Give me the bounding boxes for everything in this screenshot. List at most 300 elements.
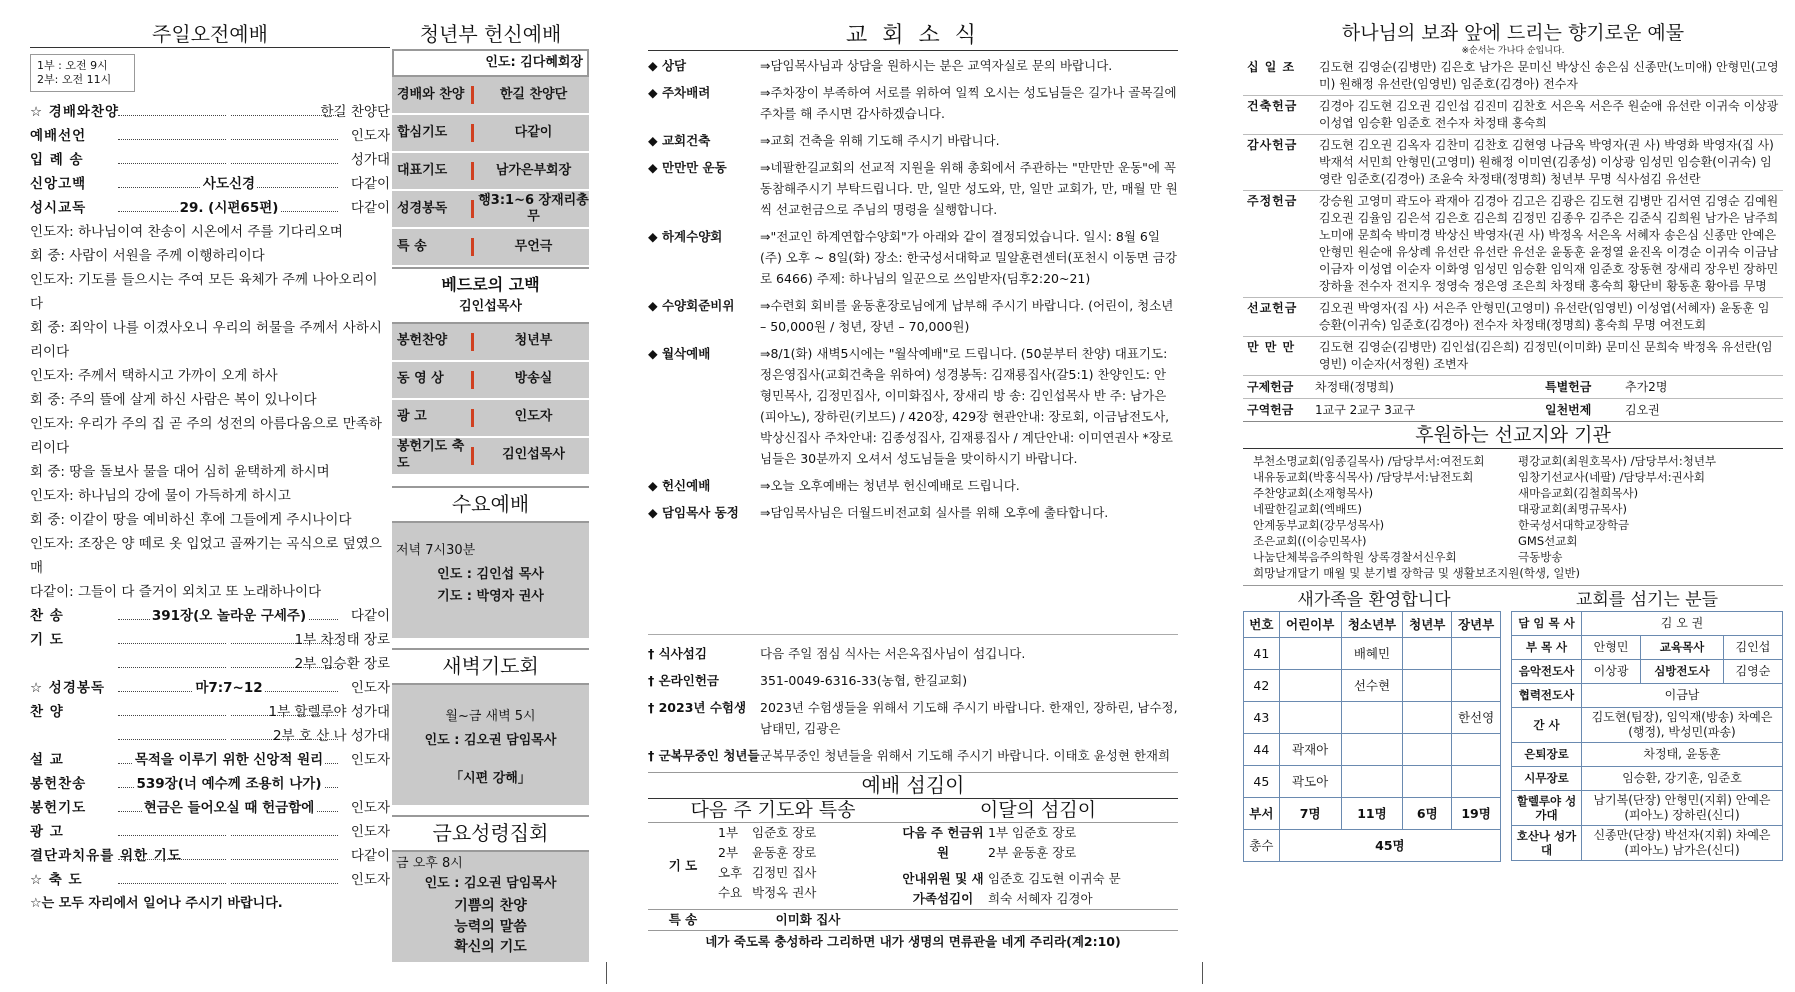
order-right: 인도자 xyxy=(350,871,390,888)
servants-row xyxy=(1512,612,1783,636)
servants-name: 김 오 권 xyxy=(1582,612,1783,636)
newcomers-cell xyxy=(1403,734,1452,766)
order-middle-text xyxy=(227,824,231,840)
servants-row xyxy=(1512,660,1783,684)
order-middle xyxy=(118,748,340,772)
worship-title: 주일오전예배 xyxy=(30,22,390,48)
news-item-label: ◆ 상담 xyxy=(648,57,687,73)
news-item xyxy=(648,475,1178,496)
youth-row-label: 경배와 찬양 xyxy=(397,87,465,103)
newcomers-cell xyxy=(1452,638,1501,670)
district-label: 구역헌금 xyxy=(1247,403,1294,417)
youth-row-value: 행3:1~6 장재리총무 xyxy=(478,193,589,225)
order-right: 인도자 xyxy=(350,751,390,768)
servants-name: 남기복(단장) 안형민(지휘) 안예은(피아노) 장하린(신디) xyxy=(1582,791,1783,826)
youth-row xyxy=(392,115,589,153)
relief-names: 차정태(정명희) xyxy=(1315,380,1394,394)
newcomers-cell xyxy=(1403,638,1452,670)
guide-label: 안내위원 및 새가족섬김이 xyxy=(902,871,984,907)
offering-row xyxy=(1243,57,1783,96)
prayer-3-name: 김정민 집사 xyxy=(752,865,817,881)
order-row xyxy=(30,748,390,772)
order-right: 인도자 xyxy=(350,799,390,816)
servants-role: 협력전도사 xyxy=(1512,684,1582,708)
servants-row xyxy=(1512,743,1783,767)
serve-title: 예배 섬김이 xyxy=(648,772,1178,799)
order-middle xyxy=(118,796,340,820)
offering-note: ※순서는 가나다 순입니다. xyxy=(1461,45,1565,56)
youth-row-value: 한길 찬양단 xyxy=(499,87,568,103)
order-right: 다같이 xyxy=(350,199,390,216)
newcomers-cell xyxy=(1403,766,1452,798)
news-item-text: ⇒교회 건축을 위해 기도해 주시기 바랍니다. xyxy=(760,132,1000,148)
church-news-panel xyxy=(648,22,1178,962)
responsive-line: 인도자: 하나님이여 찬송이 시온에서 주를 기다리오며 xyxy=(30,223,343,240)
newcomers-cell xyxy=(1403,702,1452,734)
order-middle-text xyxy=(227,728,231,744)
order-middle-text: 539장(너 예수께 조용히 나가) xyxy=(136,775,322,792)
order-label: 성시교독 xyxy=(30,199,87,216)
youth-row-label: 특 송 xyxy=(397,239,427,255)
order-label: 봉헌기도 xyxy=(30,799,87,816)
order-label: 설 교 xyxy=(30,751,64,768)
order-middle xyxy=(118,196,340,220)
servants-row xyxy=(1512,791,1783,826)
servants-name: 신종만(단장) 박선자(지휘) 차예은(피아노) 남가은(신디) xyxy=(1582,826,1783,861)
news-item-text: ⇒오늘 오후예배는 청년부 헌신예배로 드립니다. xyxy=(760,477,1020,493)
servants-role: 부 목 사 xyxy=(1512,636,1582,660)
order-middle-text: 29. (시편65편) xyxy=(179,199,279,216)
servants-name: 김영순 xyxy=(1723,660,1782,684)
offering-names: 김오권 박영자(집 사) 서은주 안형민(고영미) 유선란(임영빈) 이성엽(서혜자) 윤동훈 임승환(이귀숙) 임준호(김경아) 전수자 차정태(정명희) 홍숙희 무명 여전도회 xyxy=(1315,298,1783,337)
prayer-1-name: 임준호 장로 xyxy=(752,825,817,841)
news-item xyxy=(648,157,1178,220)
fold-mark xyxy=(1202,962,1203,984)
order-right: 1부 차정태 장로 xyxy=(294,631,390,648)
order-label: 광 고 xyxy=(30,823,64,840)
youth-row-divider xyxy=(471,371,474,389)
news-item-text: ⇒"전교인 하계연합수양회"가 아래와 같이 결정되었습니다. 일시: 8월 6일(주) 오후 ~ 8일(화) 장소: 한국성서대학교 밀알훈련센터(포천시 이동면 금강로 6466) 주제: 하나님의 일꾼으로 쓰임받자(딤후2:20~21) xyxy=(760,228,1177,286)
servants-name: 김도현(팀장), 임익재(방송) 차예은(행정), 박성민(파송) xyxy=(1582,708,1783,743)
news-item-label: † 2023년 수험생 xyxy=(648,699,747,715)
offering-type: 십 일 조 xyxy=(1243,57,1315,96)
order-right: 성가대 xyxy=(350,151,390,168)
order-middle-text xyxy=(227,104,231,120)
servants-row xyxy=(1512,826,1783,861)
mission-item: 네팔한길교회(엑배뜨) xyxy=(1253,501,1362,516)
newcomers-dept-row xyxy=(1244,798,1501,830)
order-right: 한길 찬양단 xyxy=(320,103,390,120)
newcomers-row xyxy=(1244,734,1501,766)
servants-role: 호산나 성가대 xyxy=(1512,826,1582,861)
mission-item: 한국성서대학교장학금 xyxy=(1518,517,1630,532)
newcomers-cell: 한선영 xyxy=(1452,702,1501,734)
servants-role: 할렐루야 성가대 xyxy=(1512,791,1582,826)
order-label: ☆ 경배와찬양 xyxy=(30,103,120,120)
responsive-line: 인도자: 기도를 들으시는 주여 모든 육체가 주께 나아오리이다 xyxy=(30,271,378,312)
special-offering-value: 추가2명 xyxy=(1625,380,1668,394)
order-middle-text xyxy=(227,656,231,672)
responsive-line: 다같이: 그들이 다 즐거이 외치고 또 노래하나이다 xyxy=(30,583,322,600)
service-times xyxy=(30,54,135,92)
order-middle xyxy=(118,820,340,844)
youth-service-panel xyxy=(392,22,589,962)
newcomers-total-label: 총수 xyxy=(1244,830,1280,862)
offering-row xyxy=(1243,135,1783,191)
youth-row-label: 성경봉독 xyxy=(397,201,448,217)
order-right: 2부 호 산 나 성가대 xyxy=(272,727,390,744)
youth-row-divider xyxy=(471,409,474,427)
newcomers-dept-cell: 11명 xyxy=(1341,798,1403,830)
fold-mark xyxy=(606,962,607,984)
order-middle-text xyxy=(227,704,231,720)
mission-item: 조은교회((이승민목사) xyxy=(1253,533,1367,548)
newcomers-header: 어린이부 xyxy=(1279,612,1341,638)
order-row xyxy=(30,124,390,148)
order-middle-text: 목적을 이루기 위한 신앙적 원리 xyxy=(134,751,324,768)
mission-item: 새마음교회(김철희목사) xyxy=(1518,485,1639,500)
order-right: 인도자 xyxy=(350,127,390,144)
order-label: ☆ 성경봉독 xyxy=(30,679,105,696)
newcomers-cell: 곽재아 xyxy=(1279,734,1341,766)
order-label: 입 례 송 xyxy=(30,151,84,168)
youth-rows-2 xyxy=(392,324,589,476)
order-label: 결단과치유를 위한 기도 xyxy=(30,847,182,864)
servants-role: 음악전도사 xyxy=(1512,660,1582,684)
newcomers-cell: 41 xyxy=(1244,638,1280,670)
missions-title: 후원하는 선교지와 기관 xyxy=(1243,424,1783,449)
mission-item: 나눔단체북음주의학원 상록경찰서신우회 xyxy=(1253,549,1457,564)
order-middle xyxy=(118,844,340,868)
servants-name: 임승환, 강기훈, 임준호 xyxy=(1582,767,1783,791)
order-middle xyxy=(118,868,340,892)
youth-row-divider xyxy=(471,86,474,104)
news-item xyxy=(648,82,1178,124)
order-row xyxy=(30,148,390,172)
news-item-text: ⇒주차장이 부족하여 서로를 위하여 일찍 오시는 성도님들은 길가나 골목길에 주차를 해 주시면 감사하겠습니다. xyxy=(760,84,1177,121)
order-row xyxy=(30,700,390,724)
newcomers-cell xyxy=(1452,670,1501,702)
special-offering-label: 특별헌금 xyxy=(1545,380,1592,394)
responsive-reading xyxy=(30,220,390,604)
district-value: 1교구 2교구 3교구 xyxy=(1315,403,1416,417)
responsive-line: 회 중: 죄악이 나를 이겼사오니 우리의 허물을 주께서 사하시리이다 xyxy=(30,319,382,360)
offering-names: 김도현 김영순(김병만) 김인섭(김은희) 김정민(이미화) 문미신 문희숙 박정옥 유선란(임영빈) 이순자(서정원) 조변자 xyxy=(1315,337,1783,376)
newcomers-header: 청년부 xyxy=(1403,612,1452,638)
standing-note: ☆는 모두 자리에서 일어나 주시기 바랍니다. xyxy=(30,895,283,911)
offering-row xyxy=(1243,191,1783,298)
mission-item: 임창기선교사(네팔) /담당부서:권사회 xyxy=(1518,469,1706,484)
news-item-label: † 식사섬김 xyxy=(648,645,707,661)
servants-name: 이금남 xyxy=(1582,684,1783,708)
friday-leader: 인도 : 김오권 담임목사 xyxy=(424,875,557,891)
offering-row xyxy=(1243,298,1783,337)
mission-item: GMS선교회 xyxy=(1518,533,1578,548)
guide-names: 임준호 김도현 이귀숙 문희숙 서혜자 김경아 xyxy=(988,871,1121,907)
order-row xyxy=(30,628,390,652)
order-middle-text xyxy=(227,152,231,168)
responsive-line: 회 중: 주의 뜰에 살게 하신 사람은 복이 있나이다 xyxy=(30,391,317,408)
news-item-text: 군복무중인 청년들을 위해서 기도해 주시기 바랍니다. 이태호 윤성현 한재희 xyxy=(760,747,1171,763)
friday-item-3: 확신의 기도 xyxy=(454,939,527,955)
offering-names: 김도현 김오권 김옥자 김찬미 김찬호 김현영 나금옥 박영자(권 사) 박영화 박영자(집 사) 박재석 서민희 안형민(고영미) 원해정 이미연(김종성) 이상광 임성민 임승환(이귀숙) 임영란 임준호(김경아) 조윤숙 차정태(정명희) 청년부 무명 식사섬김 유선란 xyxy=(1315,135,1783,191)
news-item xyxy=(648,295,1178,337)
mission-item: 내유동교회(박홍식목사) /담당부서:남전도회 xyxy=(1253,469,1474,484)
news-item-label: ◆ 헌신예배 xyxy=(648,477,711,493)
order-row xyxy=(30,772,390,796)
news-item xyxy=(648,343,1178,469)
newcomers-header-row xyxy=(1244,612,1501,638)
servants-row xyxy=(1512,684,1783,708)
prayer-2-slot: 2부 xyxy=(718,845,739,861)
news-item-text: 2023년 수험생들을 위해서 기도해 주시기 바랍니다. 한재인, 장하린, 남수정, 남태민, 김광은 xyxy=(760,699,1178,736)
service-2-time: 2부: 오전 11시 xyxy=(37,72,112,86)
responsive-line: 회 중: 땅을 돌보사 물을 대어 심히 윤택하게 하시며 xyxy=(30,463,330,480)
order-list-2 xyxy=(30,604,390,892)
order-middle xyxy=(118,172,340,196)
servants-role: 은퇴장로 xyxy=(1512,743,1582,767)
newcomers-cell: 배혜민 xyxy=(1341,638,1403,670)
order-label: 기 도 xyxy=(30,631,64,648)
newcomers-dept-cell: 7명 xyxy=(1279,798,1341,830)
youth-row xyxy=(392,362,589,400)
servants-row xyxy=(1512,708,1783,743)
prayer-4-slot: 수요 xyxy=(718,885,743,901)
youth-row xyxy=(392,229,589,267)
news-item xyxy=(648,670,1178,691)
order-right: 인도자 xyxy=(350,679,390,696)
order-middle-text: 현금은 들어오실 때 헌금함에 xyxy=(143,799,315,816)
youth-row-value: 무언극 xyxy=(514,239,553,255)
youth-row-divider xyxy=(471,333,474,351)
news-item-text: ⇒수련회 회비를 윤동훈장로님에게 납부해 주시기 바랍니다. (어린이, 청소년 – 50,000원 / 청년, 장년 – 70,000원) xyxy=(760,297,1174,334)
worship-order-panel xyxy=(30,22,390,962)
newcomers-cell xyxy=(1403,670,1452,702)
news-item-text: 다음 주일 점심 식사는 서은옥집사님이 섬깁니다. xyxy=(760,645,1026,661)
newcomers-cell: 43 xyxy=(1244,702,1280,734)
prayer-3-slot: 오후 xyxy=(718,865,743,881)
offering-title: 하나님의 보좌 앞에 드리는 향기로운 예물 xyxy=(1341,22,1685,44)
news-item xyxy=(648,130,1178,151)
prayer-label: 기 도 xyxy=(668,858,698,874)
order-middle-text xyxy=(227,848,231,864)
youth-row-value: 방송실 xyxy=(514,371,553,387)
order-middle-text: 마7:7~12 xyxy=(195,679,263,696)
newcomers-cell xyxy=(1279,670,1341,702)
newcomers-dept-cell: 부서 xyxy=(1244,798,1280,830)
friday-title: 금요성령집회 xyxy=(392,815,589,852)
wednesday-leader: 인도 : 김인섭 목사 xyxy=(437,566,544,582)
newcomers-header: 번호 xyxy=(1244,612,1280,638)
prayer-1-slot: 1부 xyxy=(718,825,739,841)
news-item-label: † 군복무중인 청년들 xyxy=(648,747,760,763)
mission-item: 주찬양교회(소재형목사) xyxy=(1253,485,1374,500)
service-1-time: 1부 : 오전 9시 xyxy=(37,59,108,72)
news-item-text: 351-0049-6316-33(농협, 한길교회) xyxy=(760,672,968,688)
news-item-label: ◆ 주차배려 xyxy=(648,84,711,100)
order-right: 다같이 xyxy=(350,175,390,192)
friday-item-1: 기쁨의 찬양 xyxy=(454,898,527,914)
newcomers-cell: 선수현 xyxy=(1341,670,1403,702)
youth-row-divider xyxy=(471,238,474,256)
news-list-2 xyxy=(648,643,1178,766)
month-title: 이달의 섬김이 xyxy=(979,798,1097,821)
news-item-text: ⇒8/1(화) 새벽5시에는 "월삭예배"로 드립니다. (50분부터 찬양) 대표기도: 정은영집사(교회건축을 위하여) 성경봉독: 김재룡집사(갈5:1) 찬양인도: 안형민목사, 김정민집사, 이미화집사, 장새리 방 송: 김인섭목사 반 주: 남가은(피아노), 장하린(키보드) / 420장, 429장 현관안내: 장로회, 이금남전도사, 박상신집사 주차안내: 김종성집사, 김재룡집사 / 계단안내: 이미연권사 *장로님들은 30분까지 오셔서 성도님들을 맞이하시기 바랍니다. xyxy=(760,345,1173,466)
order-row xyxy=(30,820,390,844)
order-middle-text: 391장(오 놀라운 구세주) xyxy=(151,607,307,624)
dawn-leader: 인도 : 김오권 담임목사 xyxy=(424,732,557,748)
youth-rows xyxy=(392,77,589,267)
offering-names: 김경아 김도현 김오권 김인섭 김진미 김찬호 서은옥 서은주 원순애 유선란 이귀숙 이상광 이성엽 임승환 임준호 전수자 차정태 홍숙희 xyxy=(1315,96,1783,135)
news-item xyxy=(648,643,1178,664)
newcomers-row xyxy=(1244,670,1501,702)
order-middle-text xyxy=(227,872,231,888)
responsive-line: 인도자: 조장은 양 떼로 옷 입었고 골짜기는 곡식으로 덮였으매 xyxy=(30,535,382,576)
mission-item: 극동방송 xyxy=(1518,549,1563,564)
order-right: 다같이 xyxy=(350,607,390,624)
order-label: 예배선언 xyxy=(30,127,87,144)
youth-row-divider xyxy=(471,162,474,180)
youth-row-value: 청년부 xyxy=(514,333,553,349)
dawn-time: 월~금 새벽 5시 xyxy=(445,708,536,724)
newcomers-row xyxy=(1244,702,1501,734)
friday-time: 금 오후 8시 xyxy=(396,855,463,871)
news-item-label: ◆ 만만만 운동 xyxy=(648,159,727,175)
servants-role: 간 사 xyxy=(1512,708,1582,743)
news-item xyxy=(648,745,1178,766)
order-row xyxy=(30,676,390,700)
youth-row-label: 봉헌기도 축 도 xyxy=(397,439,465,471)
order-middle-text: 사도신경 xyxy=(202,175,256,192)
offering-panel xyxy=(1243,22,1783,962)
youth-leader: 인도: 김다혜회장 xyxy=(392,49,589,77)
mission-item: 희망날개달기 매월 및 분기별 장학금 및 생활보조지원(학생, 일반) xyxy=(1253,565,1581,580)
news-item-label: ◆ 하계수양회 xyxy=(648,228,723,244)
offering-table xyxy=(1243,57,1783,376)
newcomers-cell xyxy=(1452,766,1501,798)
news-item-label: † 온라인헌금 xyxy=(648,672,719,688)
youth-row-divider xyxy=(471,200,474,218)
order-right: 2부 임승환 장로 xyxy=(294,655,390,672)
friday-item-2: 능력의 말씀 xyxy=(454,918,527,935)
youth-sermon-title: 베드로의 고백 xyxy=(441,275,540,295)
order-right: 인도자 xyxy=(350,823,390,840)
servants-row xyxy=(1512,767,1783,791)
special-name: 이미화 집사 xyxy=(775,912,841,928)
responsive-line: 인도자: 하나님의 강에 물이 가득하게 하시고 xyxy=(30,487,291,504)
offering-type: 감사헌금 xyxy=(1243,135,1315,191)
youth-row xyxy=(392,77,589,115)
order-row xyxy=(30,100,390,124)
newcomers-dept-cell: 19명 xyxy=(1452,798,1501,830)
order-middle xyxy=(118,124,340,148)
order-label: 신앙고백 xyxy=(30,175,87,192)
dawn-note: 「시편 강해」 xyxy=(450,771,531,786)
order-middle xyxy=(118,604,340,628)
prayer-title: 다음 주 기도와 특송 xyxy=(690,798,856,821)
youth-row xyxy=(392,153,589,191)
news-title: 교 회 소 식 xyxy=(648,22,1178,51)
offering-type: 주정헌금 xyxy=(1243,191,1315,298)
youth-row-value: 남가은부회장 xyxy=(495,163,572,179)
mission-item: 안계동부교회(강무성목사) xyxy=(1253,517,1385,532)
offering-row xyxy=(1243,337,1783,376)
youth-row-value: 인도자 xyxy=(514,409,553,425)
news-item-text: ⇒네팔한길교회의 선교적 지원을 위해 총회에서 주관하는 "만만만 운동"에 꼭 동참해주시기 부탁드립니다. 만, 일만 성도와, 만, 일만 교회가, 만, 매월 만 원씩 선교헌금으로 주님의 명령을 실행합니다. xyxy=(760,159,1178,217)
newcomers-header: 청소년부 xyxy=(1341,612,1403,638)
servants-name: 차정태, 윤동훈 xyxy=(1582,743,1783,767)
news-item xyxy=(648,55,1178,76)
mission-item: 평강교회(최원호목사) /담당부서:청년부 xyxy=(1518,453,1717,468)
thousand-label: 일천번제 xyxy=(1545,403,1592,417)
order-label: ☆ 축 도 xyxy=(30,871,83,888)
missions-right xyxy=(1518,453,1773,581)
servants-name: 교육목사 xyxy=(1641,636,1724,660)
order-label: 찬 송 xyxy=(30,607,64,624)
order-right: 다같이 xyxy=(350,847,390,864)
youth-row xyxy=(392,191,589,229)
youth-row-value: 김인섭목사 xyxy=(502,447,565,463)
order-middle xyxy=(118,100,340,124)
wednesday-title: 수요예배 xyxy=(392,486,589,523)
news-item-label: ◆ 월삭예배 xyxy=(648,345,711,361)
offering-type: 만 만 만 xyxy=(1243,337,1315,376)
order-middle-text xyxy=(227,632,231,648)
order-row xyxy=(30,604,390,628)
servants-title: 교회를 섬기는 분들 xyxy=(1575,589,1719,610)
servants-role: 담 임 목 사 xyxy=(1512,612,1582,636)
order-row xyxy=(30,172,390,196)
youth-row-divider xyxy=(471,124,474,142)
order-label: 봉헌찬송 xyxy=(30,775,87,792)
dawn-title: 새벽기도회 xyxy=(392,648,589,685)
newcomers-cell xyxy=(1279,638,1341,670)
youth-row-value: 다같이 xyxy=(514,125,553,141)
order-middle-text xyxy=(227,128,231,144)
order-row xyxy=(30,844,390,868)
relief-label: 구제헌금 xyxy=(1247,380,1294,394)
offering-names: 김도현 김영순(김병만) 김은호 남가은 문미신 박상신 송은심 신종만(노미애) 안형민(고영미) 원해정 유선란(임영빈) 임준호(김경아) 전수자 xyxy=(1315,57,1783,96)
thousand-value: 김오권 xyxy=(1625,403,1660,417)
servants-table xyxy=(1511,611,1783,861)
responsive-line: 회 중: 이같이 땅을 예비하신 후에 그들에게 주시나이다 xyxy=(30,511,352,528)
servants-row xyxy=(1512,636,1783,660)
youth-row xyxy=(392,400,589,438)
youth-row-label: 동 영 상 xyxy=(397,371,444,387)
newcomers-cell xyxy=(1341,702,1403,734)
next-offering-label: 다음 주 헌금위원 xyxy=(902,825,984,861)
memory-verse: 네가 죽도록 충성하라 그리하면 내가 생명의 면류관을 네게 주리라(계2:10) xyxy=(648,930,1178,950)
offering-type: 선교헌금 xyxy=(1243,298,1315,337)
youth-row-label: 광 고 xyxy=(397,409,427,425)
order-middle xyxy=(118,676,340,700)
newcomers-title: 새가족을 환영합니다 xyxy=(1297,589,1451,610)
wednesday-time: 저녁 7시30분 xyxy=(396,542,476,558)
servants-name: 심방전도사 xyxy=(1641,660,1724,684)
youth-row xyxy=(392,324,589,362)
order-list xyxy=(30,100,390,220)
youth-row-label: 대표기도 xyxy=(397,163,448,179)
youth-row-divider xyxy=(471,447,474,465)
youth-row-label: 합심기도 xyxy=(397,125,448,141)
mission-item: 부천소명교회(임종길목사) /담당부서:여전도회 xyxy=(1253,453,1485,468)
order-row xyxy=(30,724,390,748)
news-item xyxy=(648,697,1178,739)
offering-row xyxy=(1243,96,1783,135)
newcomers-row xyxy=(1244,766,1501,798)
newcomers-cell xyxy=(1341,734,1403,766)
news-item xyxy=(648,226,1178,289)
